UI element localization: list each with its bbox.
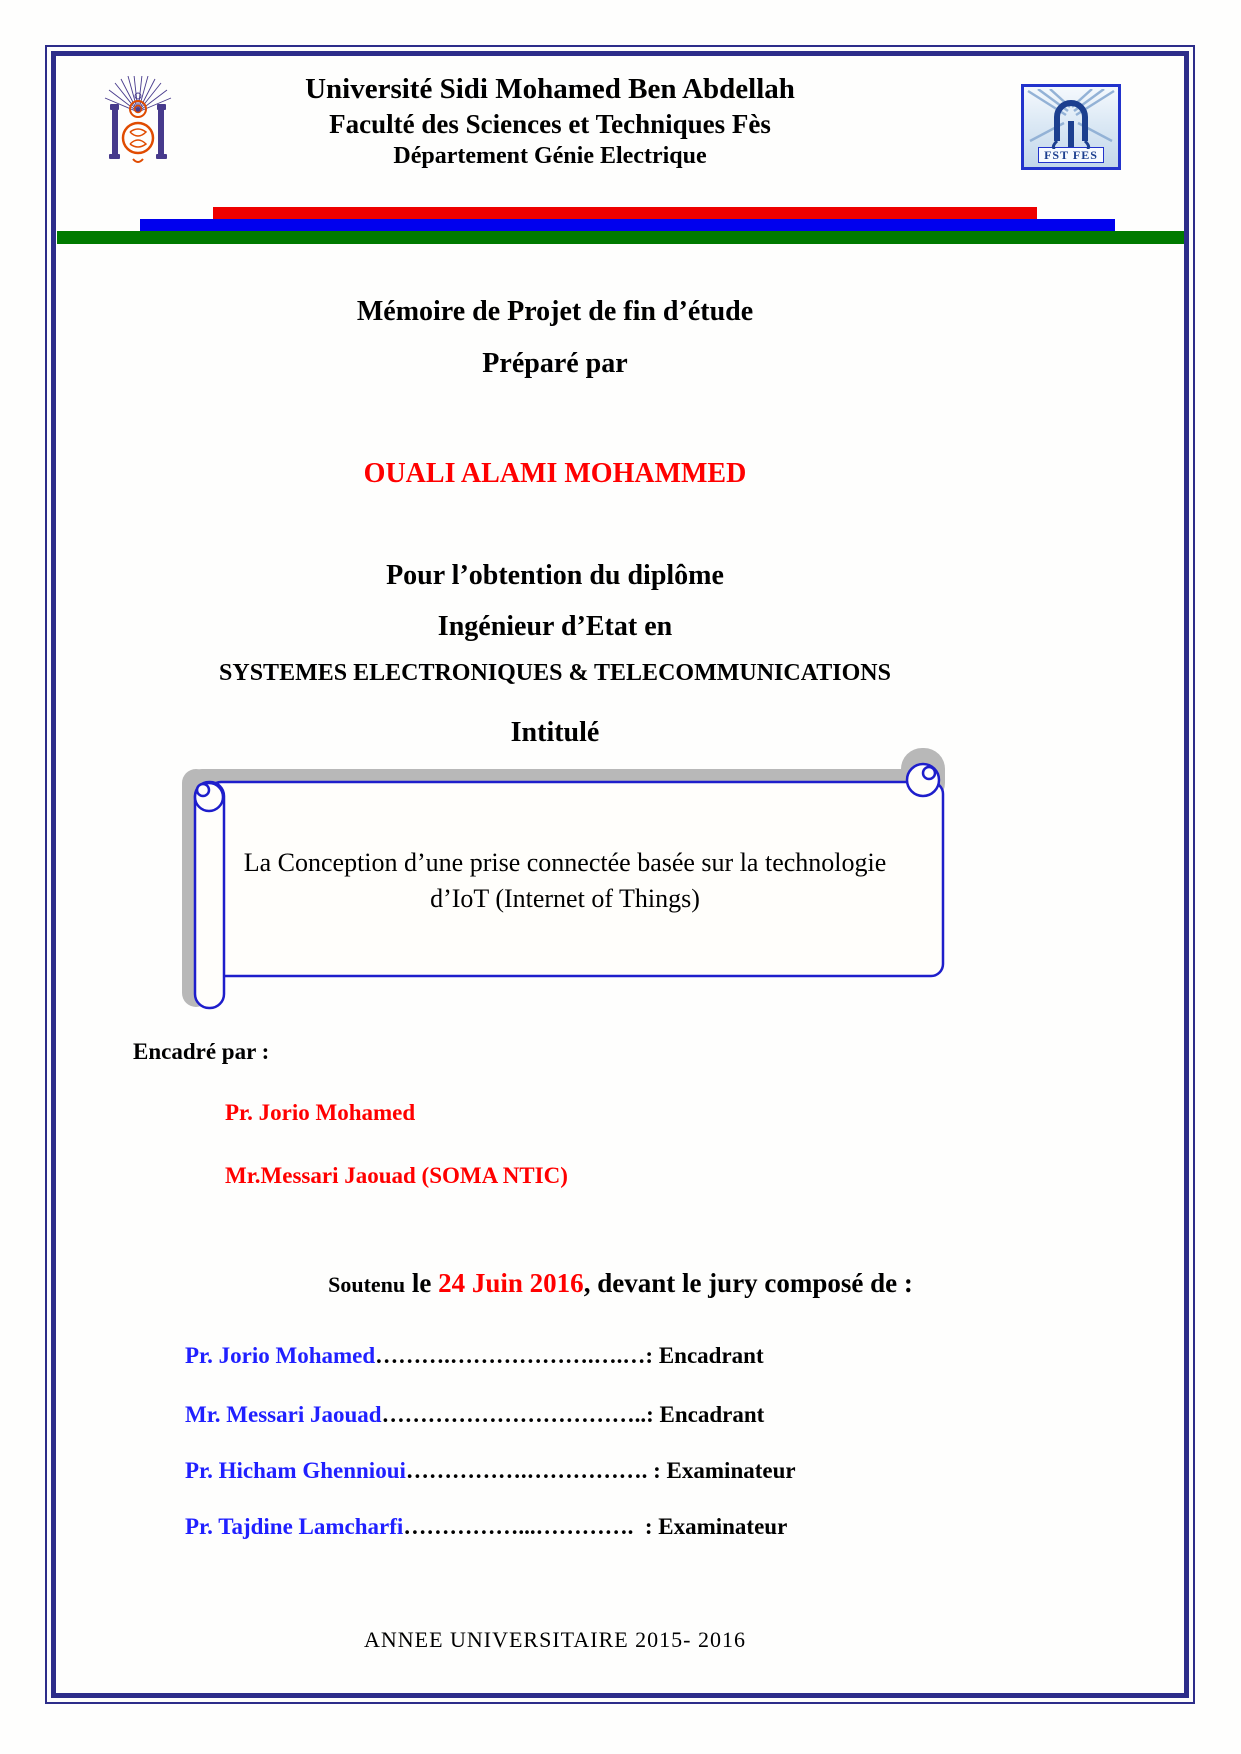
project-title-line-2: d’IoT (Internet of Things) [430,884,700,913]
defense-rest: , devant le jury composé de : [583,1268,913,1298]
defense-date: 24 Juin 2016 [438,1268,584,1298]
jury-row [185,1342,1145,1369]
degree-line-1: Pour l’obtention du diplôme [386,560,724,591]
jury-row [185,1457,1145,1484]
jury-role: : Encadrant [646,1402,765,1427]
jury-dots: …………………………….. [381,1402,647,1427]
jury-member-name: Pr. Jorio Mohamed [185,1343,376,1368]
title-scroll-banner [175,740,965,1020]
defense-word-soutenu: Soutenu [328,1272,406,1297]
jury-dots: ……………...…………. [403,1514,640,1539]
university-name: Université Sidi Mohamed Ben Abdellah [305,73,795,105]
author-name: OUALI ALAMI MOHAMMED [363,458,747,489]
supervised-by-label: Encadré par : [133,1039,270,1064]
decorative-bar-red [213,207,1037,219]
defense-line [57,1268,1184,1299]
department-name: Département Génie Electrique [393,143,707,169]
supervisor-1: Pr. Jorio Mohamed [225,1100,416,1125]
jury-member-name: Mr. Messari Jaouad [185,1402,382,1427]
jury-dots: ……….……………….….… [375,1343,646,1368]
jury-row [185,1401,1145,1428]
jury-dots: …………….……………. [405,1458,654,1483]
fst-arch-icon [1026,89,1116,149]
jury-role: : Encadrant [645,1343,764,1368]
fst-fes-logo [1021,84,1121,170]
jury-row [185,1513,1145,1540]
speciality-line: SYSTEMES ELECTRONIQUES & TELECOMMUNICATIONS [219,660,891,686]
scroll-body [209,782,943,976]
prepared-by-label: Préparé par [482,348,628,379]
jury-role: : Examinateur [653,1458,796,1483]
jury-member-name: Pr. Hicham Ghennioui [185,1458,406,1483]
decorative-bar-blue [140,219,1115,231]
jury-role: : Examinateur [639,1514,788,1539]
scroll-right-roll [907,764,939,796]
degree-line-2: Ingénieur d’Etat en [437,611,673,642]
scroll-banner-icon [175,740,965,1020]
project-title-line-1: La Conception d’une prise connectée basée sur la technologie [243,848,887,877]
fst-fes-logo-label: FST FES [1038,147,1104,163]
supervisor-2: Mr.Messari Jaouad (SOMA NTIC) [225,1163,568,1188]
academic-year-line: ANNEE UNIVERSITAIRE 2015- 2016 [363,1627,747,1652]
memoir-type-line: Mémoire de Projet de fin d’étude [356,296,754,327]
faculty-name: Faculté des Sciences et Techniques Fès [329,109,771,139]
jury-member-name: Pr. Tajdine Lamcharfi [185,1514,404,1539]
defense-word-le: le [405,1268,439,1298]
decorative-bar-green [57,231,1184,244]
title-label: Intitulé [510,717,600,748]
header [120,72,980,172]
